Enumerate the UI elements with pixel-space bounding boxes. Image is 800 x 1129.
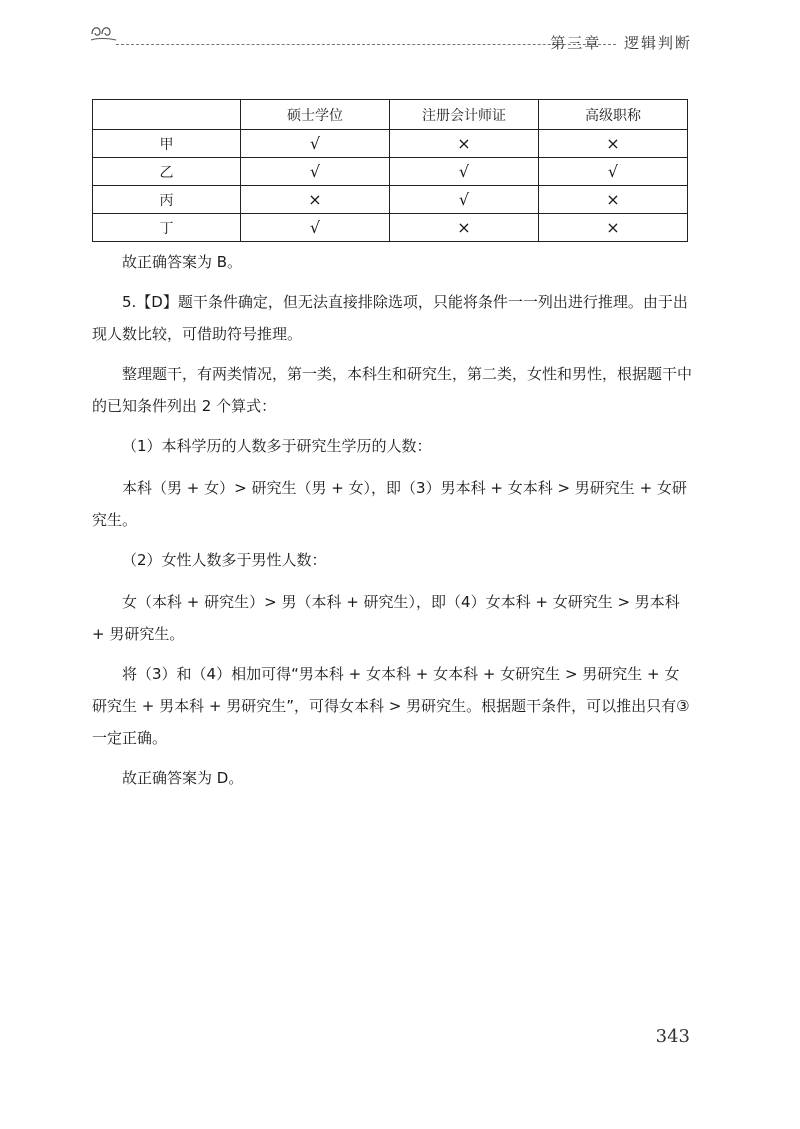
running-header [88, 18, 692, 58]
answer-explanation [92, 246, 692, 802]
table-cell: √ [539, 158, 688, 186]
table-cell: × [539, 130, 688, 158]
table-cell: √ [241, 158, 390, 186]
row-label: 丁 [93, 214, 241, 242]
row-label: 乙 [93, 158, 241, 186]
table-row [93, 214, 688, 242]
table-cell: × [390, 214, 539, 242]
table-header-row [93, 100, 688, 130]
column-header: 硕士学位 [241, 100, 390, 130]
chapter-number: 第三章 [550, 34, 602, 52]
table-cell: √ [390, 158, 539, 186]
condition-1: （1）本科学历的人数多于研究生学历的人数： [122, 437, 432, 455]
table-row [93, 130, 688, 158]
column-header: 高级职称 [539, 100, 688, 130]
row-label: 丙 [93, 186, 241, 214]
page-number: 343 [655, 1026, 690, 1047]
ornament-icon [88, 22, 118, 44]
qualification-table [92, 99, 688, 242]
table-cell: √ [241, 130, 390, 158]
answer-line: 故正确答案为 D。 [122, 769, 244, 787]
chapter-title: 逻辑判断 [623, 34, 692, 52]
table-cell: √ [390, 186, 539, 214]
formula-4: 女（本科 + 研究生）> 男（本科 + 研究生），即（4）女本科 + 女研究生 > 男本科 + 男研究生。 [92, 593, 680, 643]
row-label: 甲 [93, 130, 241, 158]
table-cell: × [390, 130, 539, 158]
combined-inference: 将（3）和（4）相加可得“男本科 + 女本科 + 女本科 + 女研究生 > 男研究生 + 女研究生 + 男本科 + 男研究生”，可得女本科 > 男研究生。根据题干条件，可以推出只有③一定正确。 [92, 665, 690, 747]
table-row [93, 158, 688, 186]
question-5-intro: 5.【D】题干条件确定，但无法直接排除选项，只能将条件一一列出进行推理。由于出现人数比较，可借助符号推理。 [92, 293, 688, 343]
chapter-heading [534, 32, 692, 53]
table-cell: × [539, 186, 688, 214]
table-row [93, 186, 688, 214]
table-cell: × [539, 214, 688, 242]
answer-line: 故正确答案为 B。 [122, 253, 243, 271]
table-corner [93, 100, 241, 130]
condition-2: （2）女性人数多于男性人数： [122, 551, 327, 569]
analysis-paragraph: 整理题干，有两类情况，第一类，本科生和研究生，第二类，女性和男性，根据题干中的已知条件列出 2 个算式： [92, 365, 693, 415]
table-cell: × [241, 186, 390, 214]
column-header: 注册会计师证 [390, 100, 539, 130]
formula-3: 本科（男 + 女）> 研究生（男 + 女），即（3）男本科 + 女本科 > 男研究生 + 女研究生。 [92, 479, 687, 529]
table-cell: √ [241, 214, 390, 242]
